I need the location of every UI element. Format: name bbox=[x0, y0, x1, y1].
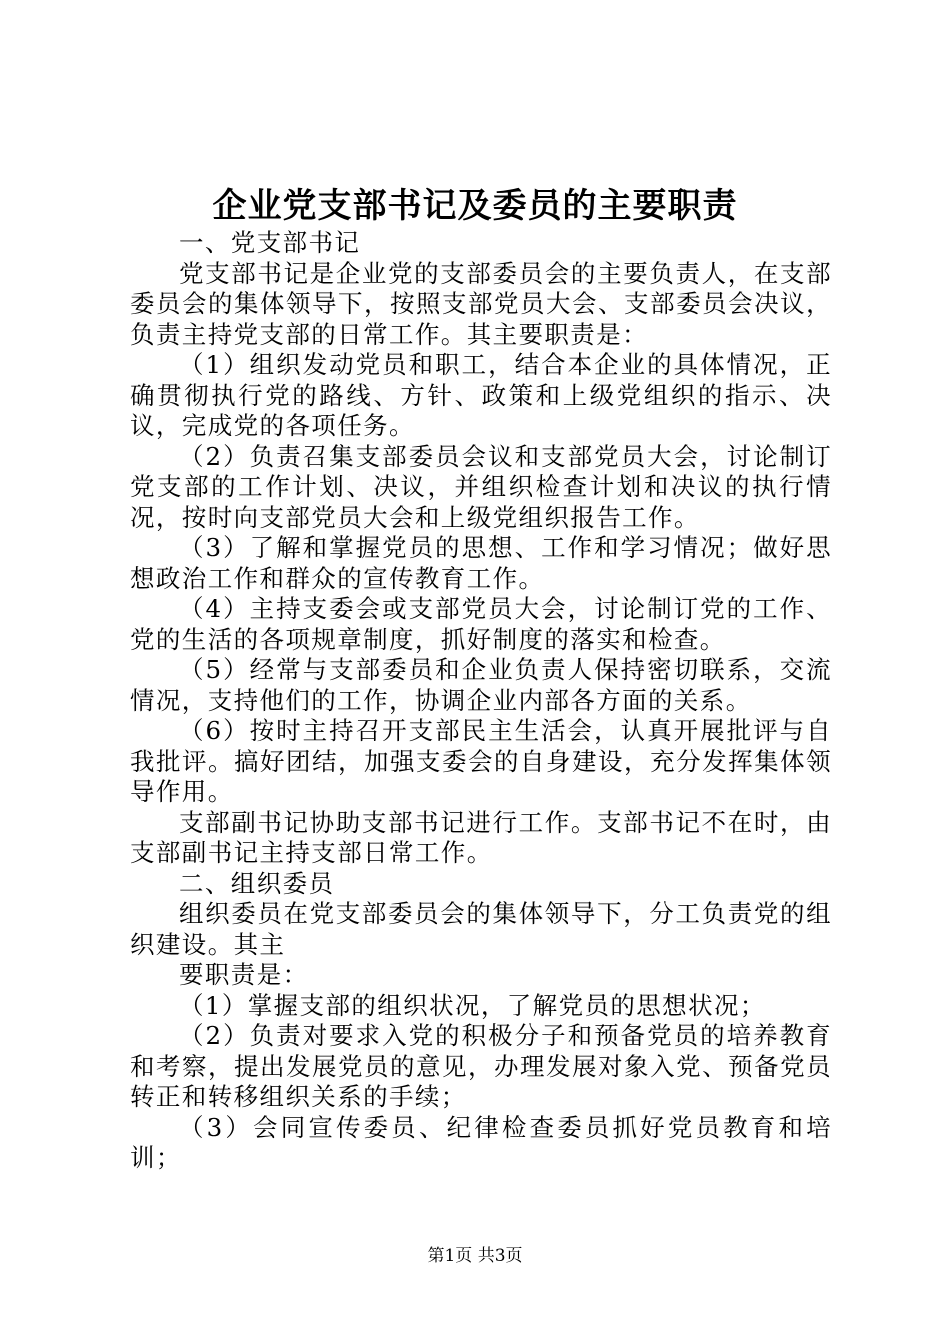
paragraph: 党支部书记是企业党的支部委员会的主要负责人，在支部委员会的集体领导下，按照支部党员大会、支部委员会决议，负责主持党支部的日常工作。其主要职责是： bbox=[130, 258, 832, 349]
document-title: 企业党支部书记及委员的主要职责 bbox=[212, 186, 738, 226]
paragraph: 要职责是： bbox=[179, 960, 309, 989]
paragraph: （3）了解和掌握党员的思想、工作和学习情况；做好思想政治工作和群众的宣传教育工作。 bbox=[130, 533, 832, 593]
section-heading-organization-member: 二、组织委员 bbox=[179, 868, 335, 898]
paragraph: （4）主持支委会或支部党员大会，讨论制订党的工作、党的生活的各项规章制度，抓好制度的落实和检查。 bbox=[130, 594, 832, 654]
page-footer: 第1页 共3页 bbox=[427, 1246, 523, 1266]
paragraph: （3）会同宣传委员、纪律检查委员抓好党员教育和培训； bbox=[130, 1112, 832, 1172]
paragraph: （1）组织发动党员和职工，结合本企业的具体情况，正确贯彻执行党的路线、方针、政策和上级党组织的指示、决议，完成党的各项任务。 bbox=[130, 350, 832, 440]
paragraph: （2）负责对要求入党的积极分子和预备党员的培养教育和考察，提出发展党员的意见，办理发展对象入党、预备党员转正和转移组织关系的手续； bbox=[130, 1021, 832, 1111]
paragraph: （5）经常与支部委员和企业负责人保持密切联系，交流情况，支持他们的工作，协调企业内部各方面的关系。 bbox=[130, 655, 832, 715]
paragraph: （6）按时主持召开支部民主生活会，认真开展批评与自我批评。搞好团结，加强支委会的自身建设，充分发挥集体领导作用。 bbox=[130, 716, 832, 806]
section-heading-party-secretary: 一、党支部书记 bbox=[179, 228, 361, 257]
paragraph: （1）掌握支部的组织状况，了解党员的思想状况； bbox=[179, 990, 766, 1020]
paragraph: 组织委员在党支部委员会的集体领导下，分工负责党的组织建设。其主 bbox=[130, 899, 832, 959]
paragraph: （2）负责召集支部委员会议和支部党员大会，讨论制订党支部的工作计划、决议，并组织检查计划和决议的执行情况，按时向支部党员大会和上级党组织报告工作。 bbox=[130, 441, 832, 532]
document-body bbox=[130, 228, 832, 1174]
paragraph: 支部副书记协助支部书记进行工作。支部书记不在时，由支部副书记主持支部日常工作。 bbox=[130, 807, 832, 867]
